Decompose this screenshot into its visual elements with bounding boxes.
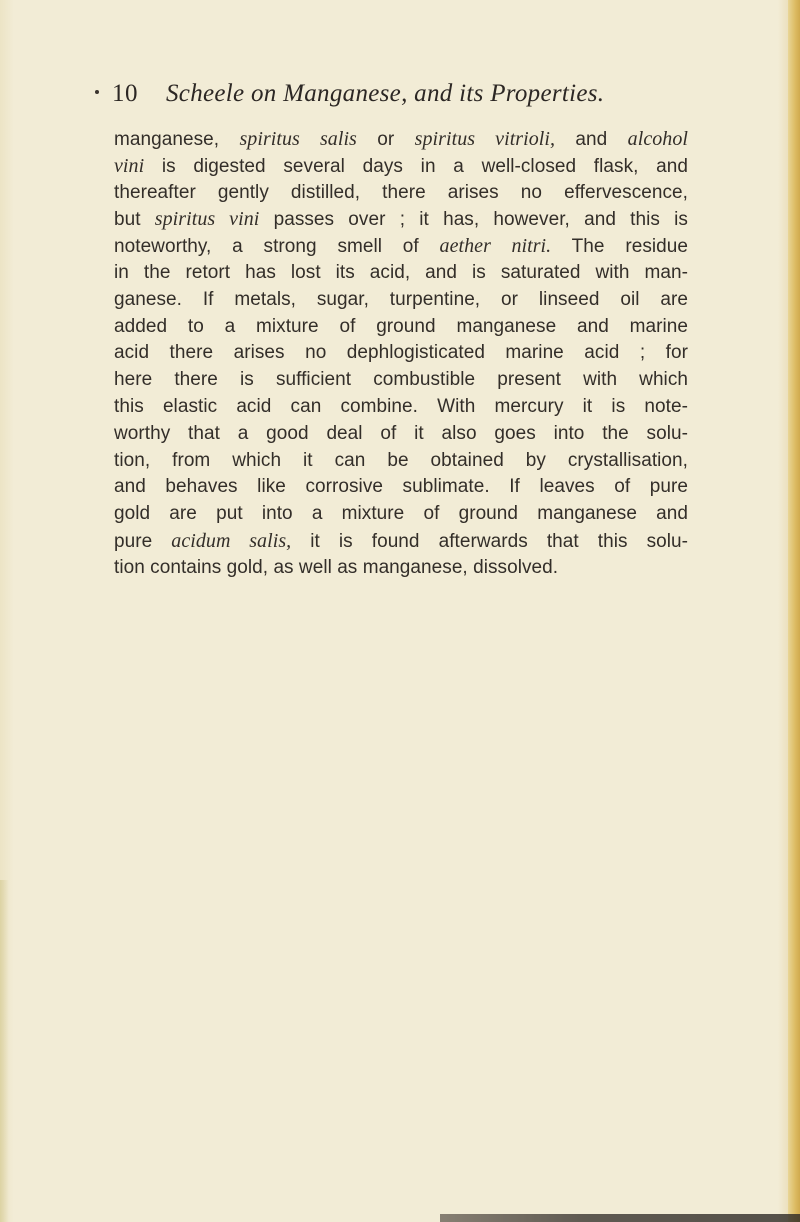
italic-term: aether nitri.: [439, 235, 552, 258]
italic-term: alcohol: [627, 128, 688, 150]
page-bottom-shadow: [440, 1214, 800, 1222]
bullet-mark: [95, 90, 99, 94]
text-run: manganese,: [114, 129, 240, 150]
text-line: [114, 394, 688, 421]
text-run: added to a mixture of ground manganese and marine: [114, 315, 688, 337]
running-head: [112, 80, 692, 108]
text-line: [114, 474, 688, 501]
text-run: acid there arises no dephlogisticated marine acid ; for: [114, 342, 688, 364]
italic-term: vini: [114, 154, 145, 177]
text-run: noteworthy, a strong smell of: [114, 236, 440, 258]
text-line: [114, 260, 688, 287]
text-run: in the retort has lost its acid, and is saturated with man-: [114, 261, 688, 283]
text-run: passes over ; it has, however, and this is: [259, 209, 688, 231]
text-run: here there is sufficient combustible present with which: [114, 369, 688, 391]
text-run: but: [114, 209, 155, 231]
text-line: [114, 367, 688, 394]
text-run: gold are put into a mixture of ground manganese and: [114, 503, 688, 525]
text-line: [114, 340, 688, 367]
text-run: it is found afterwards that this solu-: [291, 530, 688, 552]
text-line: [114, 180, 688, 207]
text-line: [114, 421, 688, 448]
text-run: ganese. If metals, sugar, turpentine, or linseed oil are: [114, 288, 688, 310]
italic-term: spiritus vitrioli,: [414, 128, 556, 150]
italic-term: spiritus vini: [154, 208, 260, 231]
text-run: this elastic acid can combine. With mercury it is note-: [114, 395, 688, 417]
text-line: [114, 233, 688, 260]
page-number: 10: [112, 80, 138, 107]
text-run: tion, from which it can be obtained by crystallisation,: [114, 449, 688, 471]
running-title: Scheele on Manganese, and its Properties.: [166, 80, 605, 107]
text-run: thereafter gently distilled, there arises no effervescence,: [114, 181, 688, 203]
text-line: [114, 287, 688, 314]
italic-term: acidum salis,: [171, 529, 292, 552]
text-run: is digested several days in a well-closed flask, and: [144, 155, 688, 177]
text-run: or: [356, 129, 415, 150]
text-run: The residue: [551, 236, 688, 258]
text-run: pure: [114, 530, 172, 552]
page-edge-left: [0, 880, 9, 1222]
text-line: [114, 501, 688, 528]
text-run: worthy that a good deal of it also goes into the solu-: [114, 422, 688, 444]
text-run: and: [555, 129, 628, 150]
text-line: [114, 206, 688, 233]
italic-term: spiritus salis: [239, 128, 357, 150]
text-run: tion contains gold, as well as manganese, dissolved.: [114, 556, 559, 578]
page-edge-right: [788, 0, 800, 1222]
text-line: [114, 528, 688, 555]
text-line: [114, 153, 688, 180]
text-line: [114, 314, 688, 341]
body-paragraph: [114, 126, 688, 582]
text-run: and behaves like corrosive sublimate. If leaves of pure: [114, 476, 688, 498]
text-line: [114, 448, 688, 475]
text-line: [114, 555, 688, 582]
text-line: [114, 126, 688, 153]
